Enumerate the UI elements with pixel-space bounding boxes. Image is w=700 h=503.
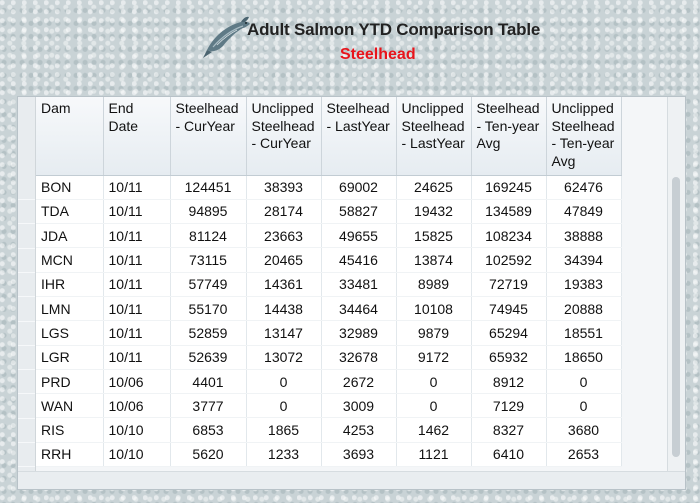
horizontal-scrollbar[interactable] xyxy=(18,471,685,489)
count-cell[interactable]: 32678 xyxy=(321,345,396,369)
dam-cell[interactable]: RRH xyxy=(36,442,103,466)
row-header[interactable] xyxy=(18,249,35,273)
count-cell[interactable]: 28174 xyxy=(246,199,321,223)
table-row[interactable] xyxy=(36,224,621,248)
table-row[interactable] xyxy=(36,272,621,296)
table-row[interactable] xyxy=(36,321,621,345)
count-cell[interactable]: 23663 xyxy=(246,224,321,248)
data-grid-panel xyxy=(17,96,686,490)
table-body xyxy=(36,175,621,467)
column-header[interactable]: End Date xyxy=(103,97,170,175)
end-date-cell[interactable]: 10/11 xyxy=(103,224,170,248)
page-subtitle: Steelhead xyxy=(340,46,416,63)
count-cell[interactable]: 14361 xyxy=(246,272,321,296)
column-header[interactable]: Unclipped Steelhead - LastYear xyxy=(396,97,471,175)
dam-cell[interactable]: BON xyxy=(36,175,103,199)
row-header[interactable] xyxy=(18,200,35,224)
count-cell[interactable]: 10108 xyxy=(396,296,471,320)
count-cell[interactable]: 108234 xyxy=(471,224,546,248)
dam-cell[interactable]: MCN xyxy=(36,248,103,272)
count-cell[interactable]: 19432 xyxy=(396,199,471,223)
count-cell[interactable]: 1233 xyxy=(246,442,321,466)
column-header[interactable]: Steelhead - Ten-year Avg xyxy=(471,97,546,175)
count-cell[interactable]: 14438 xyxy=(246,296,321,320)
count-cell[interactable]: 69002 xyxy=(321,175,396,199)
count-cell[interactable]: 0 xyxy=(246,369,321,393)
count-cell[interactable]: 8989 xyxy=(396,272,471,296)
table-header-row xyxy=(36,97,621,175)
row-header[interactable] xyxy=(18,298,35,322)
count-cell[interactable]: 24625 xyxy=(396,175,471,199)
data-grid-viewport[interactable] xyxy=(18,97,685,471)
count-cell[interactable]: 49655 xyxy=(321,224,396,248)
count-cell[interactable]: 72719 xyxy=(471,272,546,296)
count-cell[interactable]: 1462 xyxy=(396,418,471,442)
vertical-scroll-thumb[interactable] xyxy=(672,177,680,457)
table-row[interactable] xyxy=(36,345,621,369)
column-header[interactable]: Steelhead - CurYear xyxy=(170,97,246,175)
dam-cell[interactable]: LGR xyxy=(36,345,103,369)
column-header[interactable]: Dam xyxy=(36,97,103,175)
count-cell[interactable]: 124451 xyxy=(170,175,246,199)
count-cell[interactable]: 0 xyxy=(396,369,471,393)
end-date-cell[interactable]: 10/06 xyxy=(103,369,170,393)
end-date-cell[interactable]: 10/10 xyxy=(103,418,170,442)
count-cell[interactable]: 6853 xyxy=(170,418,246,442)
count-cell[interactable]: 0 xyxy=(546,394,621,418)
count-cell[interactable]: 5620 xyxy=(170,442,246,466)
count-cell[interactable]: 18650 xyxy=(546,345,621,369)
count-cell[interactable]: 9879 xyxy=(396,321,471,345)
end-date-cell[interactable]: 10/11 xyxy=(103,296,170,320)
count-cell[interactable]: 47849 xyxy=(546,199,621,223)
count-cell[interactable]: 2653 xyxy=(546,442,621,466)
dam-cell[interactable]: LGS xyxy=(36,321,103,345)
end-date-cell[interactable]: 10/11 xyxy=(103,272,170,296)
table-row[interactable] xyxy=(36,442,621,466)
count-cell[interactable]: 8912 xyxy=(471,369,546,393)
row-header[interactable] xyxy=(18,395,35,419)
count-cell[interactable]: 52859 xyxy=(170,321,246,345)
count-cell[interactable]: 1865 xyxy=(246,418,321,442)
row-header-column xyxy=(18,97,36,471)
end-date-cell[interactable]: 10/11 xyxy=(103,321,170,345)
count-cell[interactable]: 94895 xyxy=(170,199,246,223)
count-cell[interactable]: 20888 xyxy=(546,296,621,320)
count-cell[interactable]: 15825 xyxy=(396,224,471,248)
count-cell[interactable]: 74945 xyxy=(471,296,546,320)
count-cell[interactable]: 33481 xyxy=(321,272,396,296)
count-cell[interactable]: 3693 xyxy=(321,442,396,466)
count-cell[interactable]: 32989 xyxy=(321,321,396,345)
end-date-cell[interactable]: 10/11 xyxy=(103,199,170,223)
count-cell[interactable]: 7129 xyxy=(471,394,546,418)
count-cell[interactable]: 9172 xyxy=(396,345,471,369)
count-cell[interactable]: 58827 xyxy=(321,199,396,223)
dam-cell[interactable]: LMN xyxy=(36,296,103,320)
count-cell[interactable]: 134589 xyxy=(471,199,546,223)
count-cell[interactable]: 8327 xyxy=(471,418,546,442)
count-cell[interactable]: 169245 xyxy=(471,175,546,199)
table-row[interactable] xyxy=(36,369,621,393)
count-cell[interactable]: 2672 xyxy=(321,369,396,393)
table-row[interactable] xyxy=(36,296,621,320)
count-cell[interactable]: 3680 xyxy=(546,418,621,442)
comparison-table xyxy=(36,97,622,467)
table-row[interactable] xyxy=(36,175,621,199)
count-cell[interactable]: 38888 xyxy=(546,224,621,248)
vertical-scrollbar[interactable] xyxy=(667,97,685,471)
count-cell[interactable]: 13072 xyxy=(246,345,321,369)
count-cell[interactable]: 3777 xyxy=(170,394,246,418)
count-cell[interactable]: 55170 xyxy=(170,296,246,320)
count-cell[interactable]: 65932 xyxy=(471,345,546,369)
count-cell[interactable]: 13874 xyxy=(396,248,471,272)
count-cell[interactable]: 52639 xyxy=(170,345,246,369)
count-cell[interactable]: 1121 xyxy=(396,442,471,466)
count-cell[interactable]: 45416 xyxy=(321,248,396,272)
end-date-cell[interactable]: 10/11 xyxy=(103,345,170,369)
column-header[interactable]: Unclipped Steelhead - CurYear xyxy=(246,97,321,175)
count-cell[interactable]: 65294 xyxy=(471,321,546,345)
count-cell[interactable]: 0 xyxy=(396,394,471,418)
count-cell[interactable]: 0 xyxy=(246,394,321,418)
count-cell[interactable]: 6410 xyxy=(471,442,546,466)
row-header[interactable] xyxy=(18,443,35,467)
dam-cell[interactable]: IHR xyxy=(36,272,103,296)
row-header[interactable] xyxy=(18,225,35,249)
count-cell[interactable]: 4401 xyxy=(170,369,246,393)
column-header[interactable]: Steelhead - LastYear xyxy=(321,97,396,175)
dam-cell[interactable]: TDA xyxy=(36,199,103,223)
table-row[interactable] xyxy=(36,394,621,418)
count-cell[interactable]: 57749 xyxy=(170,272,246,296)
dam-cell[interactable]: RIS xyxy=(36,418,103,442)
count-cell[interactable]: 34464 xyxy=(321,296,396,320)
dam-cell[interactable]: PRD xyxy=(36,369,103,393)
table-row[interactable] xyxy=(36,248,621,272)
count-cell[interactable]: 18551 xyxy=(546,321,621,345)
table-row[interactable] xyxy=(36,418,621,442)
row-header[interactable] xyxy=(18,419,35,443)
count-cell[interactable]: 13147 xyxy=(246,321,321,345)
count-cell[interactable]: 4253 xyxy=(321,418,396,442)
column-header[interactable]: Unclipped Steelhead - Ten-year Avg xyxy=(546,97,621,175)
table-row[interactable] xyxy=(36,199,621,223)
count-cell[interactable]: 102592 xyxy=(471,248,546,272)
end-date-cell[interactable]: 10/11 xyxy=(103,248,170,272)
count-cell[interactable]: 73115 xyxy=(170,248,246,272)
count-cell[interactable]: 3009 xyxy=(321,394,396,418)
salmon-fish-icon xyxy=(203,14,253,58)
row-header[interactable] xyxy=(18,370,35,394)
page-title: Adult Salmon YTD Comparison Table xyxy=(247,20,541,39)
count-cell[interactable]: 81124 xyxy=(170,224,246,248)
count-cell[interactable]: 34394 xyxy=(546,248,621,272)
dam-cell[interactable]: JDA xyxy=(36,224,103,248)
row-header[interactable] xyxy=(18,273,35,297)
count-cell[interactable]: 38393 xyxy=(246,175,321,199)
end-date-cell[interactable]: 10/06 xyxy=(103,394,170,418)
end-date-cell[interactable]: 10/11 xyxy=(103,175,170,199)
row-header[interactable] xyxy=(18,346,35,370)
end-date-cell[interactable]: 10/10 xyxy=(103,442,170,466)
count-cell[interactable]: 19383 xyxy=(546,272,621,296)
page-header xyxy=(0,0,700,90)
row-header[interactable] xyxy=(18,176,35,200)
row-header[interactable] xyxy=(18,322,35,346)
count-cell[interactable]: 0 xyxy=(546,369,621,393)
count-cell[interactable]: 20465 xyxy=(246,248,321,272)
dam-cell[interactable]: WAN xyxy=(36,394,103,418)
count-cell[interactable]: 62476 xyxy=(546,175,621,199)
